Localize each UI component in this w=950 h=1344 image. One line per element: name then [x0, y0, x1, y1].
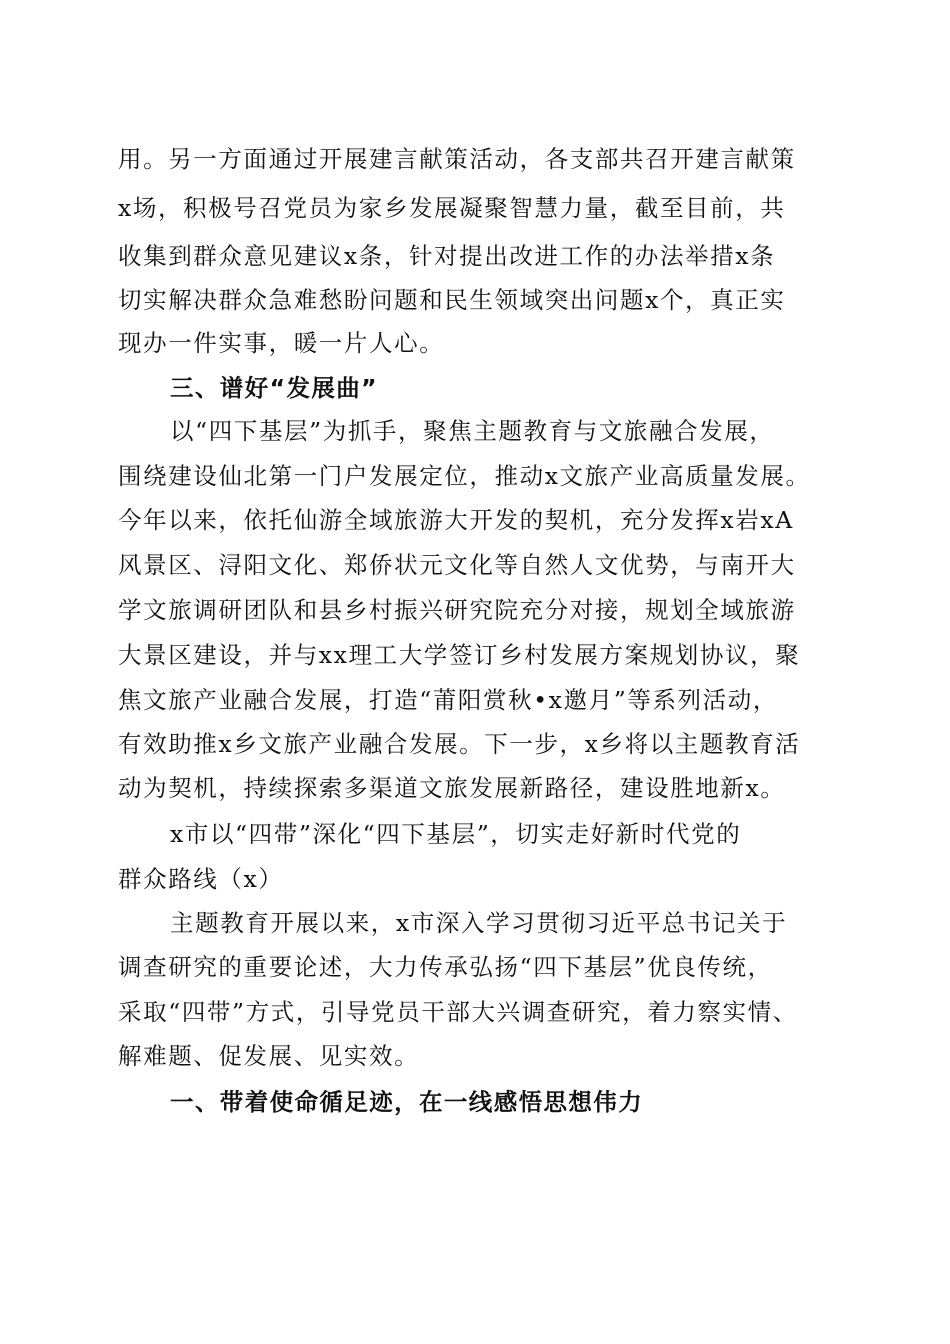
text-line: 调查研究的重要论述，大力传承弘扬“四下基层”优良传统， — [118, 953, 773, 981]
text-line: 现办一件实事，暖一片人心。 — [118, 329, 445, 357]
text-line: 风景区、浔阳文化、郑侨状元文化等自然人文优势，与南开大 — [118, 551, 796, 579]
section-heading-1: 一、带着使命循足迹，在一线感悟思想伟力 — [170, 1088, 644, 1116]
text-line: 用。另一方面通过开展建言献策活动，各支部共召开建言献策 — [118, 145, 796, 173]
article-title-line: x市以“四带”深化“四下基层”，切实走好新时代党的 — [170, 820, 742, 848]
text-line: 学文旅调研团队和县乡村振兴研究院充分对接，规划全域旅游 — [118, 596, 796, 624]
article-title-line: 群众路线（x） — [118, 865, 284, 893]
text-line: 收集到群众意见建议x条，针对提出改进工作的办法举措x条 — [118, 242, 776, 270]
text-line: 有效助推x乡文旅产业融合发展。下一步，x乡将以主题教育活 — [118, 730, 801, 758]
text-line: 焦文旅产业融合发展，打造“莆阳赏秋•x邀月”等系列活动， — [118, 686, 778, 714]
text-line: 以“四下基层”为抓手，聚焦主题教育与文旅融合发展， — [170, 417, 775, 445]
text-line: 动为契机，持续探索多渠道文旅发展新路径，建设胜地新x。 — [118, 774, 786, 802]
text-line: 采取“四带”方式，引导党员干部大兴调查研究，着力察实情、 — [118, 998, 798, 1026]
text-line: 今年以来，依托仙游全域旅游大开发的契机，充分发挥x岩xA — [118, 506, 794, 534]
text-line: 切实解决群众急难愁盼问题和民生领域突出问题x个，真正实 — [118, 286, 786, 314]
text-line: x场，积极号召党员为家乡发展凝聚智慧力量，截至目前，共 — [118, 194, 786, 222]
text-line: 主题教育开展以来，x市深入学习贯彻习近平总书记关于 — [170, 909, 788, 937]
text-line: 大景区建设，并与xx理工大学签订乡村发展方案规划协议，聚 — [118, 641, 801, 669]
section-heading-3: 三、谱好“发展曲” — [170, 374, 378, 402]
text-line: 围绕建设仙北第一门户发展定位，推动x文旅产业高质量发展。 — [118, 462, 811, 490]
text-line: 解难题、促发展、见实效。 — [118, 1042, 420, 1070]
